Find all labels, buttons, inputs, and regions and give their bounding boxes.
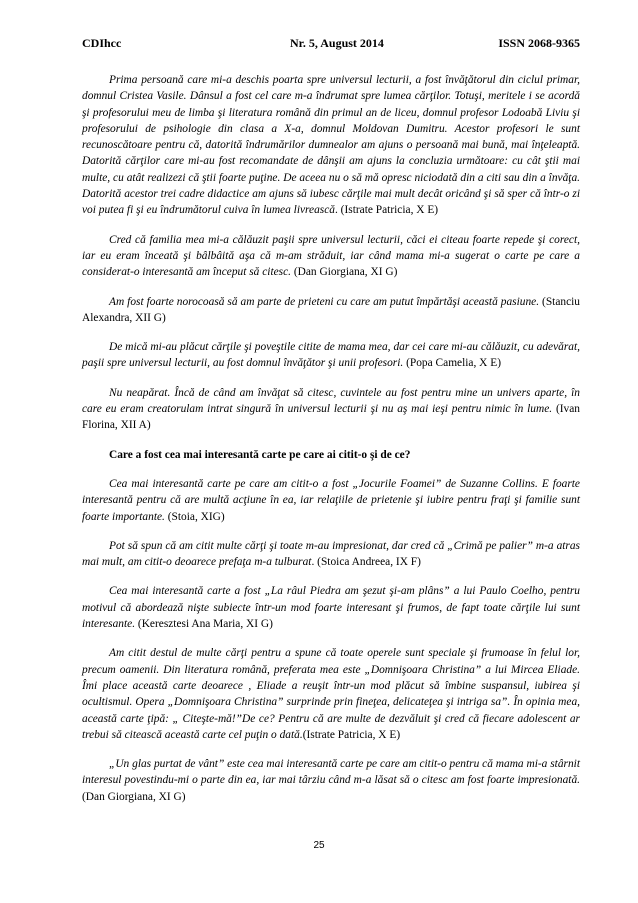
testimony-paragraph	[82, 232, 580, 281]
answer-author: (Dan Giorgiana, XI G)	[82, 790, 186, 803]
answer-paragraph	[82, 583, 580, 632]
article-body	[82, 72, 580, 818]
issue-label: Nr. 5, August 2014	[290, 36, 384, 50]
answer-quote: Pot să spun că am citit multe cărţi şi toate m-au impresionat, dar cred că „Crimă pe palier” m-a atras mai mult, am citit-o deoarece prefaţa m-a tulburat	[82, 539, 580, 569]
answer-paragraph	[82, 476, 580, 525]
section-question: Care a fost cea mai interesantă carte pe care ai citit-o şi de ce?	[109, 448, 411, 461]
testimony-quote: Am fost foarte norocoasă să am parte de prieteni cu care am putut împărtăşi această pasiune.	[109, 295, 540, 308]
testimony-author: (Stanciu Alexandra, XII G)	[82, 295, 580, 324]
testimony-author: (Ivan Florina, XII A)	[82, 403, 580, 432]
testimony-paragraph	[82, 72, 580, 219]
testimony-quote: Nu neapărat. Încă de când am învăţat să citesc, cuvintele au fost pentru mine un univers aparte, în care eu eram creatorulam intrat singură în universul lecturii şi nu aş mai ieşi pentru nimic în lume.	[82, 386, 580, 416]
answer-quote: „Un glas purtat de vânt” este cea mai interesantă carte pe care am citit-o pentru că mama mi-a stârnit interesul povestindu-mi o parte din ea, iar mai târziu când m-a lăsat să o citesc am fost foarte impresionată.	[82, 758, 580, 787]
answer-paragraph	[82, 645, 580, 743]
answer-author: . (Stoica Andreea, IX F)	[311, 556, 421, 569]
testimony-quote: Prima persoană care mi-a deschis poarta spre universul lecturii, a fost învăţătorul din ciclul primar, domnul Cristea Vasile. Dânsul a fost cel care m-a îndrumat spre lumea cărţilor. Totuşi, meritele i se acordă şi profesorului meu de limba şi literatura română din primul an de liceu, domnul profesor Lodoabă Liviu şi profesorului de psihologie din clasa a X-a, domnul Moldovan Dumitru. Acestor profesori le sunt recunoscătoare pentru că, datorită îndrumărilor dumnealor am ajuns o persoană mai bună, mai înţeleaptă. Datorită cărţilor care mi-au fost recomandate de dânşii am ajuns la concluzia următoare: cu cât ştii mai multe, cu atât realizezi că ştii foarte puţine. De aceea nu o să mă opresc niciodată din a citi sau din a învăţa. Datorită acestor trei cadre didactice am ajuns să iubesc cărţile mai mult decât oricând şi să sper că într-o zi voi putea fi şi eu îndrumătorul cuiva în lumea livrească	[82, 74, 580, 217]
testimony-quote: Cred că familia mea mi-a călăuzit paşii spre universul lecturii, căci ei citeau foarte repede şi corect, iar eu eram înceată şi bâlbâită aşa că m-am străduit, iar când mama mi-a sugerat o carte pe care a considerat-o interesantă am început să citesc.	[82, 233, 580, 279]
testimony-author: . (Istrate Patricia, X E)	[334, 204, 439, 217]
answer-author: (Istrate Patricia, X E)	[302, 728, 401, 741]
answer-author: (Keresztesi Ana Maria, XI G)	[135, 618, 273, 631]
testimony-paragraph	[82, 294, 580, 327]
answer-quote: Cea mai interesantă carte a fost „La râul Piedra am şezut şi-am plâns” a lui Paulo Coelho, pentru motivul că abordează nişte subiecte într-un mod foarte interesant şi frumos, de fapt toate cărţile lui sunt interesante.	[82, 585, 580, 631]
page-number: 25	[313, 840, 325, 851]
page-header	[82, 36, 580, 50]
testimony-author: (Dan Giorgiana, XI G)	[291, 266, 398, 279]
testimony-quote: De mică mi-au plăcut cărţile şi poveştile citite de mama mea, dar cei care mi-au călăuzit, cu adevărat, paşii spre universul lecturii, au fost domnul învăţător şi unii profesori.	[82, 341, 580, 370]
answer-quote: Am citit destul de multe cărţi pentru a spune că toate operele sunt speciale şi frumoase în felul lor, precum oamenii. Din literatura română, preferata mea este „Domnişoara Christina” a lui Mircea Eliade. Îmi place această carte deoarece , Eliade a reuşit într-un mod plăcut să îmbine suspansul, iubirea şi ocultismul. Opera „Domnişoara Christina” surprinde prin fineţea, delicateţea şi intriga sa”. În opinia mea, această carte ţipă: „ Citeşte-mă!”De ce? Pentru că are multe de dezvăluit şi cred că fiecare adolescent ar trebui să citească această carte cel puţin o dată.	[82, 647, 580, 741]
answer-paragraph	[82, 538, 580, 571]
issn-label: ISSN 2068-9365	[498, 36, 580, 50]
testimony-paragraph	[82, 385, 580, 434]
answer-paragraph	[82, 756, 580, 805]
journal-name: CDIhcc	[82, 36, 122, 50]
testimony-paragraph	[82, 339, 580, 372]
answer-quote: Cea mai interesantă carte pe care am citit-o a fost „Jocurile Foamei” de Suzanne Collins. E foarte interesantă pentru că are multă acţiune în ea, iar relaţiile de prietenie şi iubire pentru fraţi şi familie sunt foarte importante.	[82, 477, 580, 523]
answer-author: (Stoia, XIG)	[164, 510, 225, 523]
testimony-author: (Popa Camelia, X E)	[403, 357, 502, 370]
